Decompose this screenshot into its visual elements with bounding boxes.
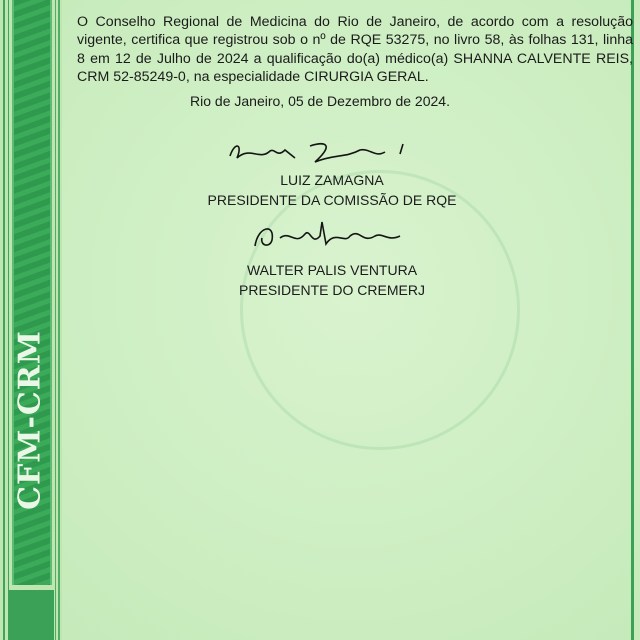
signature-walter-palis-ventura bbox=[250, 218, 410, 254]
signatory-2-name: WALTER PALIS VENTURA bbox=[246, 262, 418, 278]
coat-of-arms-watermark bbox=[240, 170, 520, 450]
signatory-2-title: PRESIDENTE DO CREMERJ bbox=[239, 282, 425, 298]
signature-luiz-zamagna bbox=[225, 136, 415, 170]
signatory-1-name: LUIZ ZAMAGNA bbox=[280, 172, 384, 188]
cfm-crm-logo: CFM-CRM bbox=[12, 330, 48, 510]
certificate-body: O Conselho Regional de Medicina do Rio de Janeiro, de acordo com a resolução vigente, certifica que registrou sob o nº de RQE 53275, no livro 58, às folhas 131, linha 8 em 12 de Julho de 2024 a qualificação do(a) médico(a) SHANNA CALVENTE REIS, CRM 52-85249-0, na especialidade CIRURGIA GERAL. bbox=[77, 14, 633, 85]
signatory-1-title: PRESIDENTE DA COMISSÃO DE RQE bbox=[207, 192, 457, 208]
place-date: Rio de Janeiro, 05 de Dezembro de 2024. bbox=[190, 93, 450, 109]
